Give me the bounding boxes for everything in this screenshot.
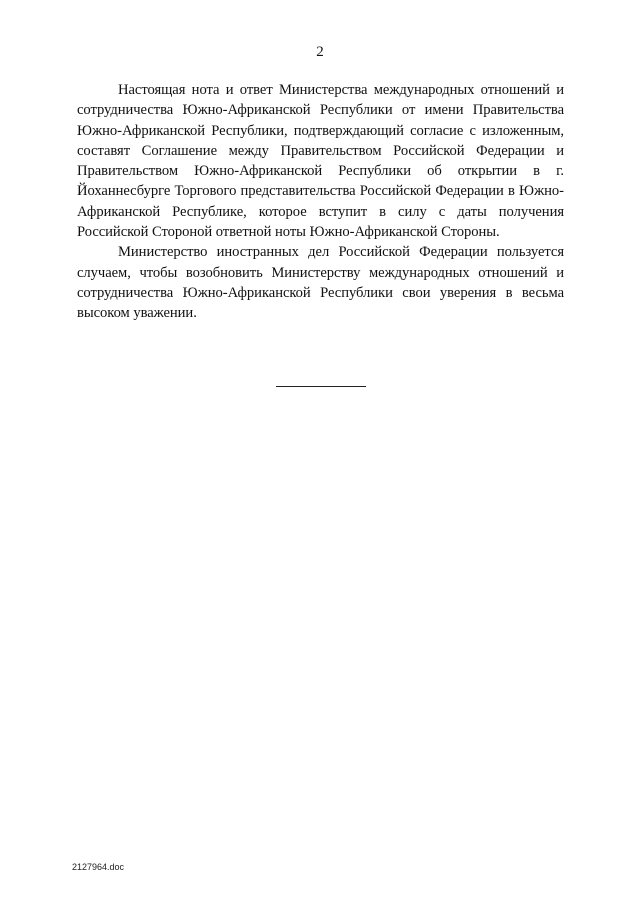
end-separator-line	[276, 386, 366, 387]
document-body	[77, 80, 564, 324]
footer-filename: 2127964.doc	[72, 862, 125, 872]
page-number: 2	[316, 44, 324, 60]
paragraph-closing-courtesy: Министерство иностранных дел Российской Федерации пользуется случаем, чтобы возобновить Министерству международных отношений и сотрудничества Южно-Африканской Республики свои уверения в весьма высоком уважении.	[77, 244, 564, 322]
paragraph-note-agreement: Настоящая нота и ответ Министерства международных отношений и сотрудничества Южно-Африканской Республики от имени Правительства Южно-Африканской Республики, подтверждающий согласие с изложенным, составят Соглашение между Правительством Российской Федерации и Правительством Южно-Африканской Республики об открытии в г. Йоханнесбурге Торгового представительства Российской Федерации в Южно-Африканской Республике, которое вступит в силу с даты получения Российской Стороной ответной ноты Южно-Африканской Стороны.	[77, 82, 564, 241]
